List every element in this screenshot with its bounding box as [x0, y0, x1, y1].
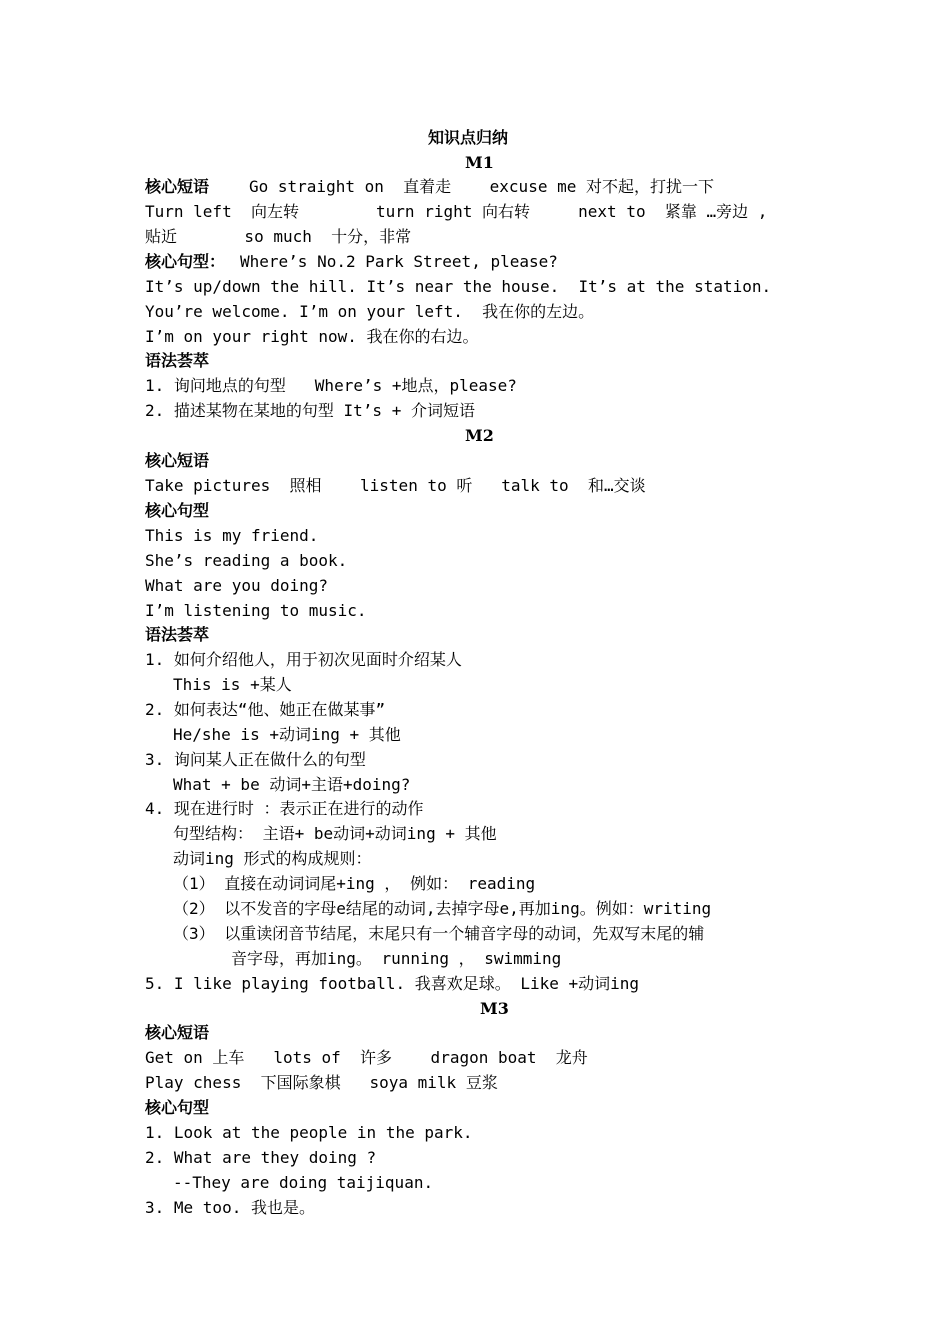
m3-sentence: --They are doing taijiquan.: [173, 1173, 434, 1192]
m1-phrases-line: Go straight on 直着走 excuse me 对不起，打扰一下: [249, 177, 714, 196]
m2-grammar-item: （2） 以不发音的字母e结尾的动词,去掉字母e,再加ing。例如：writing: [173, 899, 712, 918]
m1-phrases-line: 贴近 so much 十分，非常: [145, 227, 412, 246]
m2-grammar-item: 动词ing 形式的构成规则：: [173, 849, 372, 868]
m2-phrases-label: 核心短语: [145, 451, 210, 470]
m1-phrases-label: 核心短语: [145, 177, 210, 196]
page-title: 知识点归纳: [428, 128, 509, 147]
m2-grammar-item: 2. 如何表达“他、她正在做某事”: [145, 700, 386, 719]
m2-sentences-label: 核心句型: [145, 501, 210, 520]
m3-sentence: 3. Me too. 我也是。: [145, 1198, 315, 1217]
m1-grammar-item: 2. 描述某物在某地的句型 It’s + 介词短语: [145, 401, 475, 420]
m2-grammar-label: 语法荟萃: [145, 625, 210, 644]
m2-grammar-item: 音字母，再加ing。 running ， swimming: [231, 949, 562, 968]
m3-sentence: 2. What are they doing ?: [145, 1148, 377, 1167]
section-heading-m3: M3: [480, 999, 509, 1018]
section-heading-m1: M1: [465, 153, 494, 172]
m2-phrases-line: Take pictures 照相 listen to 听 talk to 和…交谈: [145, 476, 646, 495]
m2-grammar-item: 1. 如何介绍他人，用于初次见面时介绍某人: [145, 650, 462, 669]
m2-grammar-item: （3） 以重读闭音节结尾，末尾只有一个辅音字母的动词，先双写末尾的辅: [173, 924, 705, 943]
m1-sentence: Where’s No.2 Park Street, please?: [240, 252, 558, 271]
m1-grammar-item: 1. 询问地点的句型 Where’s +地点，please?: [145, 376, 517, 395]
section-heading-m2: M2: [465, 426, 494, 445]
m1-sentence: I’m on your right now. 我在你的右边。: [145, 327, 479, 346]
m2-sentence: She’s reading a book.: [145, 551, 348, 570]
m3-phrases-label: 核心短语: [145, 1023, 210, 1042]
m1-grammar-label: 语法荟萃: [145, 351, 210, 370]
m2-grammar-item: 3. 询问某人正在做什么的句型: [145, 750, 366, 769]
m3-sentences-label: 核心句型: [145, 1098, 210, 1117]
m1-sentences-label: 核心句型：: [145, 252, 226, 271]
m3-sentence: 1. Look at the people in the park.: [145, 1123, 473, 1142]
m2-grammar-item: （1） 直接在动词词尾+ing ， 例如： reading: [173, 874, 536, 893]
m3-phrases-line: Play chess 下国际象棋 soya milk 豆浆: [145, 1073, 498, 1092]
m2-grammar-item: 句型结构： 主语+ be动词+动词ing + 其他: [173, 824, 497, 843]
m3-phrases-line: Get on 上车 lots of 许多 dragon boat 龙舟: [145, 1048, 588, 1067]
m2-grammar-item: This is +某人: [173, 675, 292, 694]
m2-grammar-item: He/she is +动词ing + 其他: [173, 725, 401, 744]
m1-phrases-line: Turn left 向左转 turn right 向右转 next to 紧靠 …旁边 ,: [145, 202, 768, 221]
m2-grammar-item: 4. 现在进行时 ：表示正在进行的动作: [145, 799, 424, 818]
m2-sentence: What are you doing?: [145, 576, 329, 595]
m2-sentence: This is my friend.: [145, 526, 319, 545]
m1-sentence: You’re welcome. I’m on your left. 我在你的左边。: [145, 302, 595, 321]
m2-grammar-item: 5. I like playing football. 我喜欢足球。 Like +动词ing: [145, 974, 640, 993]
m2-grammar-item: What + be 动词+主语+doing?: [173, 775, 411, 794]
m2-sentence: I’m listening to music.: [145, 601, 367, 620]
m1-sentence: It’s up/down the hill. It’s near the house. It’s at the station.: [145, 277, 772, 296]
